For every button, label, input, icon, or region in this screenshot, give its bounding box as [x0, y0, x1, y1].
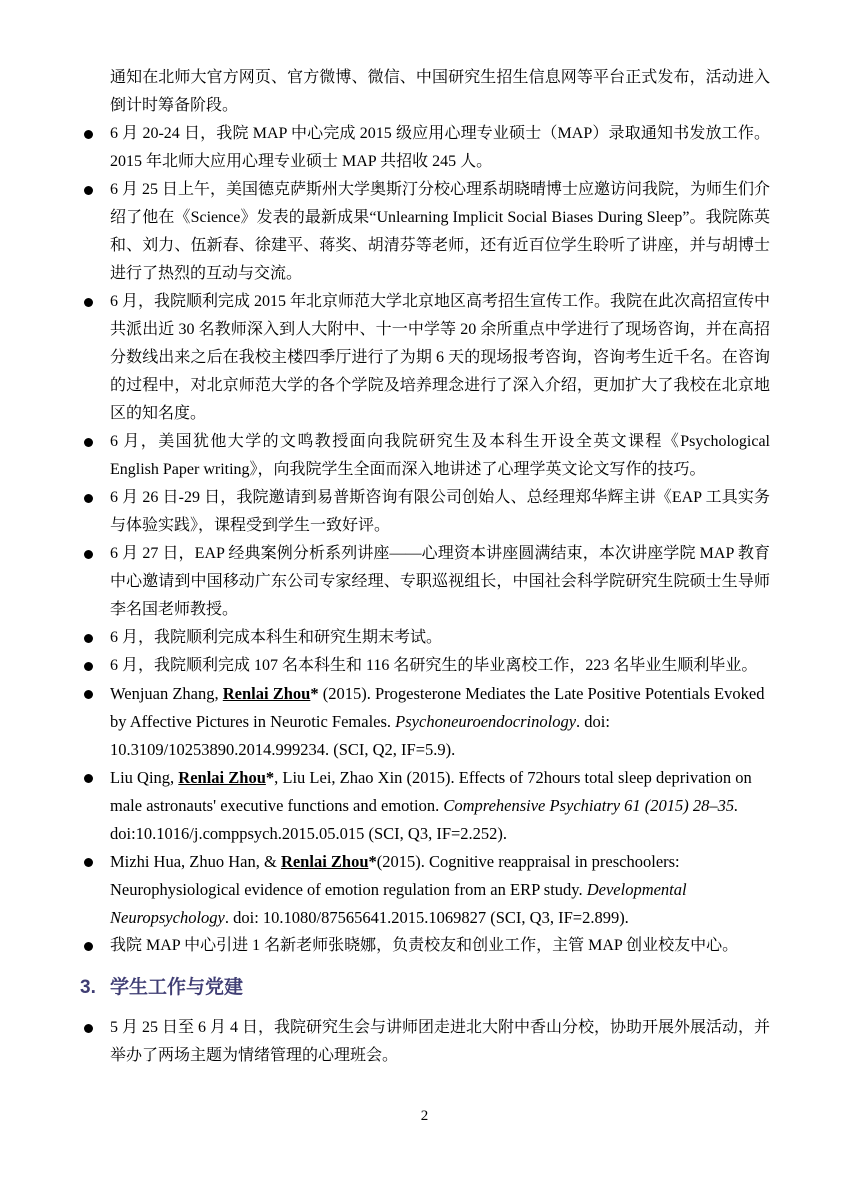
list-item-citation [110, 680, 770, 764]
bullet-icon [84, 662, 93, 671]
list-item-text: 6 月，我院顺利完成 107 名本科生和 116 名研究生的毕业离校工作，223 名毕业生顺利毕业。 [110, 657, 758, 674]
bullet-icon [84, 298, 93, 307]
list-item [110, 288, 770, 428]
section3-bullet-list [110, 1014, 770, 1070]
list-item-text: 6 月 27 日，EAP 经典案例分析系列讲座——心理资本讲座圆满结束，本次讲座学院 MAP 教育中心邀请到中国移动广东公司专家经理、专职巡视组长，中国社会科学院研究生院硕士生导师李名国老师教授。 [110, 545, 770, 618]
bullet-icon [84, 550, 93, 559]
bullet-icon [84, 774, 93, 783]
list-item [110, 652, 770, 680]
bullet-icon [84, 690, 93, 699]
list-item [110, 120, 770, 176]
bullet-icon [84, 186, 93, 195]
bullet-icon [84, 1024, 93, 1033]
list-item [110, 484, 770, 540]
list-item [110, 624, 770, 652]
list-item-text: 5 月 25 日至 6 月 4 日，我院研究生会与讲师团走进北大附中香山分校，协助开展外展活动，并举办了两场主题为情绪管理的心理班会。 [110, 1019, 771, 1064]
page-number: 2 [420, 1108, 429, 1124]
list-item-text: 6 月，我院顺利完成 2015 年北京师范大学北京地区高考招生宣传工作。我院在此次高招宣传中共派出近 30 名教师深入到人大附中、十一中学等 20 余所重点中学进行了现场咨询，并在高招分数线出来之后在我校主楼四季厅进行了为期 6 天的现场报考咨询，咨询考生近千名。在咨询的过程中，对北京师范大学的各个学院及培养理念进行了深入介绍，更加扩大了我校在北京地区的知名度。 [110, 293, 771, 422]
list-item-text: 6 月 26 日-29 日，我院邀请到易普斯咨询有限公司创始人、总经理郑华辉主讲《EAP 工具实务与体验实践》，课程受到学生一致好评。 [110, 489, 770, 534]
bullet-icon [84, 494, 93, 503]
bullet-icon [84, 130, 93, 139]
list-item [110, 1014, 770, 1070]
list-item-text: 6 月，我院顺利完成本科生和研究生期末考试。 [110, 629, 443, 646]
section2-bullet-list [110, 120, 770, 960]
list-item-citation [110, 848, 770, 932]
paragraph-continuation: 通知在北师大官方网页、官方微博、微信、中国研究生招生信息网等平台正式发布，活动进入倒计时筹备阶段。 [110, 69, 770, 114]
list-item-text: 6 月 25 日上午，美国德克萨斯州大学奥斯汀分校心理系胡晓晴博士应邀访问我院，为师生们介绍了他在《Science》发表的最新成果“Unlearning Implicit Social Biases During Sleep”。我院陈英和、刘力、伍新春、徐建平、蒋奖、胡清芬等老师，还有近百位学生聆听了讲座，并与胡博士进行了热烈的互动与交流。 [110, 181, 771, 282]
citation-text: Wenjuan Zhang, Renlai Zhou* (2015). Progesterone Mediates the Late Positive Potentials Evoked by Affective Pictures in Neurotic Females. Psychoneuroendocrinology. doi: 10.3109/10253890.2014.999234. (SCI, Q2, IF=5.9). [110, 684, 765, 759]
list-item [110, 932, 770, 960]
document-content [80, 64, 771, 1070]
list-item [110, 428, 770, 484]
list-item [110, 176, 770, 288]
section-number: 3. [80, 977, 96, 998]
list-item-text: 6 月，美国犹他大学的文鸣教授面向我院研究生及本科生开设全英文课程《Psychological English Paper writing》，向我院学生全面而深入地讲述了心理学英文论文写作的技巧。 [110, 433, 770, 478]
list-item [110, 540, 770, 624]
bullet-icon [84, 942, 93, 951]
bullet-icon [84, 438, 93, 447]
citation-text: Mizhi Hua, Zhuo Han, & Renlai Zhou*(2015). Cognitive reappraisal in preschoolers: Neurophysiological evidence of emotion regulation from an ERP study. Developmental Neuropsychology. doi: 10.1080/87565641.2015.1069827 (SCI, Q3, IF=2.899). [110, 852, 687, 927]
bullet-icon [84, 858, 93, 867]
section-title: 学生工作与党建 [110, 977, 244, 998]
citation-text: Liu Qing, Renlai Zhou*, Liu Lei, Zhao Xin (2015). Effects of 72hours total sleep deprivation on male astronauts' executive functions and emotion. Comprehensive Psychiatry 61 (2015) 28–35. doi:10.1016/j.comppsych.2015.05.015 (SCI, Q3, IF=2.252). [110, 768, 752, 843]
section-heading [80, 975, 770, 1001]
list-item-text: 6 月 20-24 日，我院 MAP 中心完成 2015 级应用心理专业硕士（MAP）录取通知书发放工作。2015 年北师大应用心理专业硕士 MAP 共招收 245 人。 [110, 125, 770, 170]
bullet-icon [84, 634, 93, 643]
list-item-citation [110, 764, 770, 848]
list-item-text: 我院 MAP 中心引进 1 名新老师张晓娜，负责校友和创业工作，主管 MAP 创业校友中心。 [110, 937, 739, 954]
